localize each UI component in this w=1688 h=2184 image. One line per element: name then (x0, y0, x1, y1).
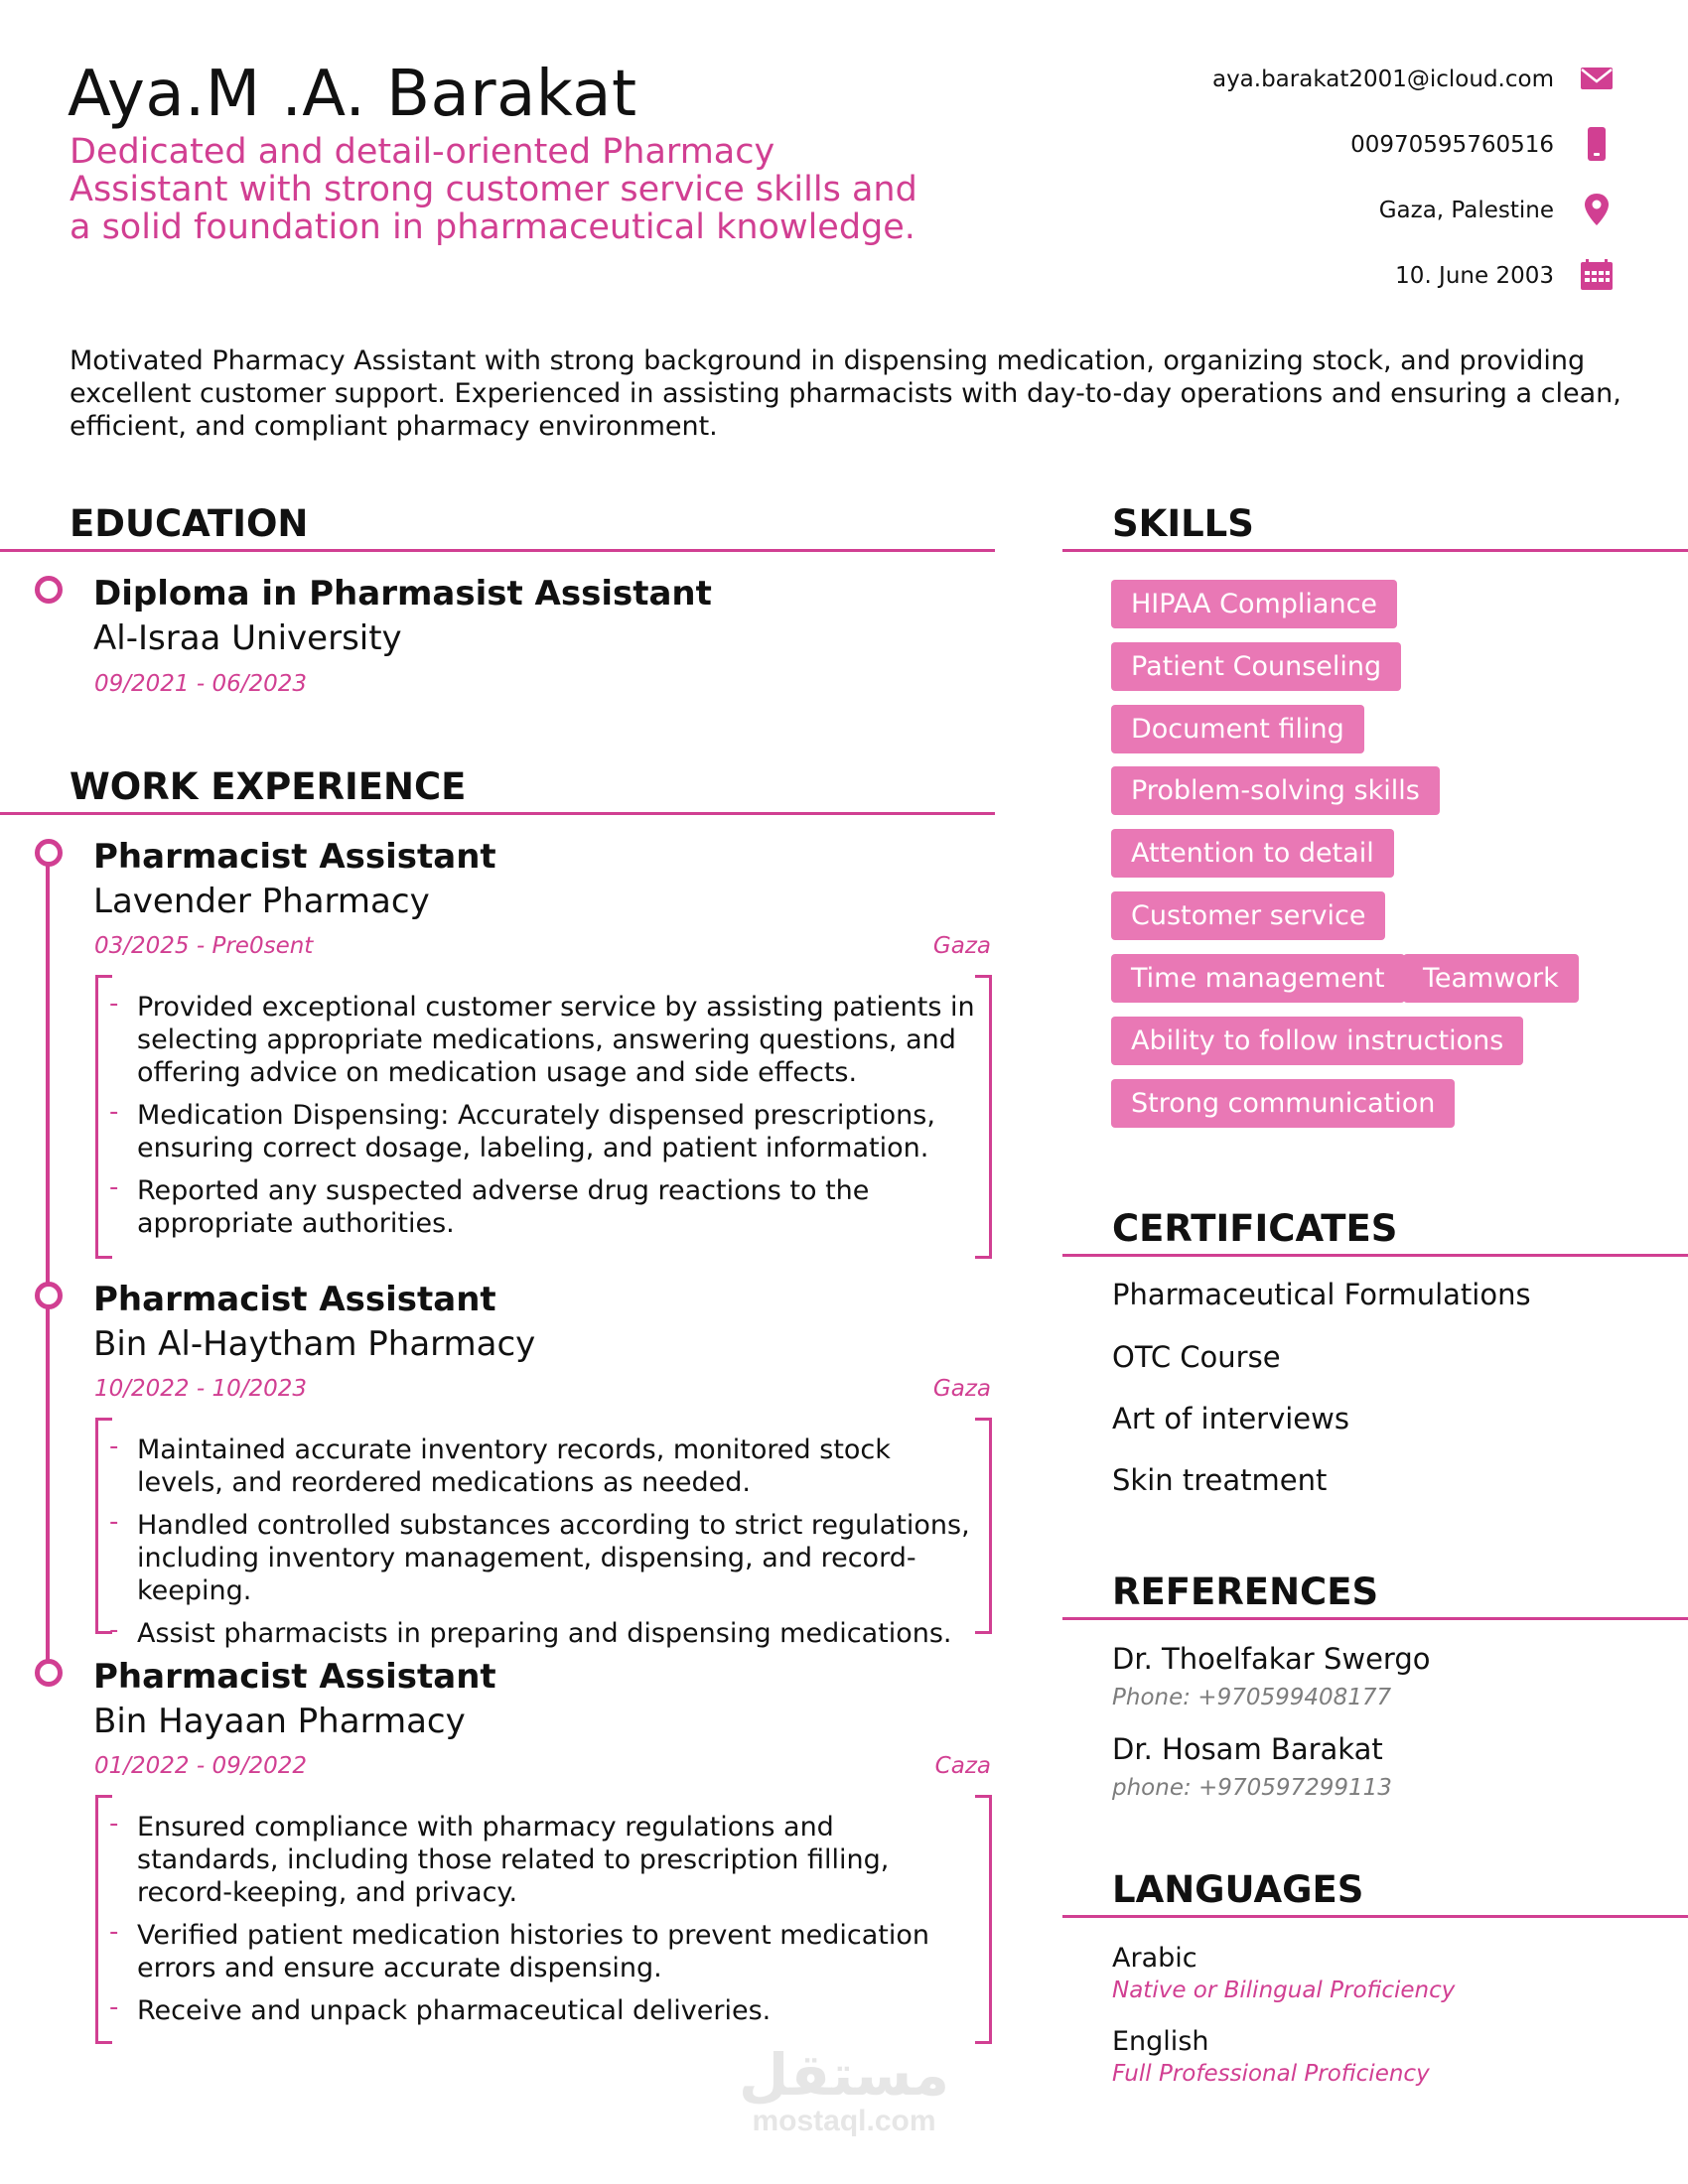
language-name: Arabic (1112, 1943, 1197, 1974)
skill-tag: Document filing (1111, 705, 1364, 753)
languages-heading: LANGUAGES (1112, 1868, 1364, 1911)
language-name: English (1112, 2026, 1209, 2057)
certificate-item: Pharmaceutical Formulations (1112, 1278, 1531, 1311)
profile-summary: Motivated Pharmacy Assistant with strong background in dispensing medication, organizing stock, and providing excellent customer support. Experienced in assisting pharmacists with day-to-day operations and ensuring a clean, efficient, and compliant pharmacy environment. (70, 345, 1621, 442)
phone-icon (1579, 126, 1615, 162)
job-employer: Bin Al-Haytham Pharmacy (93, 1324, 536, 1364)
contact-phone[interactable]: 00970595760516 (1350, 132, 1554, 158)
job-title: Pharmacist Assistant (93, 837, 496, 877)
reference-name: Dr. Hosam Barakat (1112, 1732, 1383, 1766)
job-dates: 10/2022 - 10/2023 (94, 1376, 308, 1402)
language-level: Full Professional Proficiency (1112, 2061, 1430, 2087)
watermark-arabic: مستقل (738, 2041, 950, 2109)
contact-email[interactable]: aya.barakat2001@icloud.com (1211, 67, 1554, 92)
watermark-latin: mostaql.com (752, 2105, 936, 2137)
certificates-heading: CERTIFICATES (1112, 1207, 1398, 1250)
job-title: Pharmacist Assistant (93, 1280, 496, 1319)
job-location: Gaza (932, 1376, 991, 1402)
skill-tag: Problem-solving skills (1111, 766, 1440, 815)
job-duties (99, 1811, 983, 2037)
mostaql-watermark (735, 2041, 953, 2138)
job-employer: Lavender Pharmacy (93, 882, 430, 921)
certificate-item: Skin treatment (1112, 1463, 1328, 1497)
languages-divider (1062, 1915, 1688, 1918)
education-divider (0, 549, 995, 552)
work-divider (0, 812, 995, 815)
education-title: Diploma in Pharmasist Assistant (93, 574, 712, 614)
certificate-item: OTC Course (1112, 1340, 1281, 1374)
skill-tag: HIPAA Compliance (1111, 580, 1397, 628)
contact-email-row (993, 61, 1688, 100)
reference-name: Dr. Thoelfakar Swergo (1112, 1642, 1431, 1676)
job-employer: Bin Hayaan Pharmacy (93, 1702, 466, 1741)
references-divider (1062, 1617, 1688, 1620)
contact-birthdate-row (993, 257, 1688, 297)
timeline-dot (35, 1659, 63, 1687)
contact-birthdate: 10. June 2003 (1395, 263, 1554, 289)
skills-heading: SKILLS (1112, 502, 1254, 545)
timeline-dot (35, 576, 63, 604)
certificates-divider (1062, 1254, 1688, 1257)
reference-phone: Phone: +970599408177 (1112, 1685, 1392, 1710)
contact-location-row (993, 192, 1688, 231)
job-duties (99, 1433, 983, 1660)
skills-divider (1062, 549, 1688, 552)
skill-tag: Strong communication (1111, 1079, 1455, 1128)
skill-tag: Teamwork (1403, 954, 1579, 1003)
contact-location: Gaza, Palestine (1378, 198, 1554, 223)
candidate-name: Aya.M .A. Barakat (68, 58, 637, 131)
education-dates: 09/2021 - 06/2023 (94, 671, 308, 697)
job-duty: - Medication Dispensing: Accurately dispensed prescriptions, ensuring correct dosage, labeling, and patient information. (99, 1099, 983, 1164)
job-duty: - Receive and unpack pharmaceutical deliveries. (99, 1994, 983, 2027)
timeline-line (46, 858, 50, 1668)
skill-tag: Patient Counseling (1111, 642, 1401, 691)
language-level: Native or Bilingual Proficiency (1112, 1978, 1456, 2003)
timeline-dot (35, 839, 63, 867)
education-heading: EDUCATION (70, 502, 309, 545)
job-duty: - Ensured compliance with pharmacy regulations and standards, including those related to prescription filling, record-keeping, and privacy. (99, 1811, 983, 1909)
job-duties (99, 991, 983, 1250)
education-institution: Al-Israa University (93, 618, 402, 658)
job-location: Caza (934, 1753, 991, 1779)
job-dates: 01/2022 - 09/2022 (94, 1753, 308, 1779)
certificate-item: Art of interviews (1112, 1402, 1349, 1435)
job-duty: - Verified patient medication histories to prevent medication errors and ensure accurate dispensing. (99, 1919, 983, 1984)
reference-phone: phone: +970597299113 (1112, 1775, 1392, 1801)
job-dates: 03/2025 - Pre0sent (94, 933, 314, 959)
calendar-icon (1579, 257, 1615, 293)
skill-tag: Attention to detail (1111, 829, 1394, 878)
job-duty: - Assist pharmacists in preparing and dispensing medications. (99, 1617, 983, 1650)
skill-tag: Customer service (1111, 891, 1385, 940)
job-duty: - Reported any suspected adverse drug reactions to the appropriate authorities. (99, 1174, 983, 1240)
work-heading: WORK EXPERIENCE (70, 765, 467, 808)
job-duty: - Provided exceptional customer service by assisting patients in selecting appropriate medications, answering questions, and offering advice on medication usage and side effects. (99, 991, 983, 1089)
job-duty: - Maintained accurate inventory records, monitored stock levels, and reordered medications as needed. (99, 1433, 983, 1499)
envelope-icon (1579, 61, 1615, 96)
job-duty: - Handled controlled substances according to strict regulations, including inventory management, dispensing, and record-keeping. (99, 1509, 983, 1607)
job-title: Pharmacist Assistant (93, 1657, 496, 1697)
job-location: Gaza (932, 933, 991, 959)
skill-tag: Ability to follow instructions (1111, 1017, 1523, 1065)
skill-tag: Time management (1111, 954, 1405, 1003)
timeline-dot (35, 1282, 63, 1309)
tagline: Dedicated and detail-oriented Pharmacy Assistant with strong customer service skills and a solid foundation in pharmaceutical knowledge. (70, 132, 917, 247)
contact-phone-row (993, 126, 1688, 166)
references-heading: REFERENCES (1112, 1570, 1379, 1613)
map-pin-icon (1579, 192, 1615, 227)
